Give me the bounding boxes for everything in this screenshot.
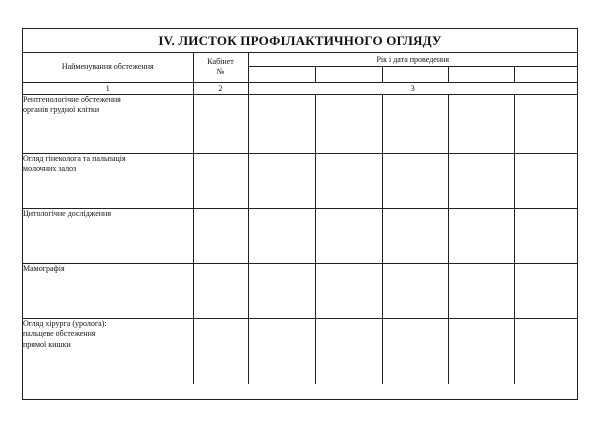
date-cell-gynecology-4[interactable]: [448, 153, 514, 208]
date-cell-mammography-3[interactable]: [382, 263, 448, 318]
column-number-1: 1: [23, 82, 193, 94]
date-cell-surgeon-4[interactable]: [448, 318, 514, 384]
table-header-row-1: [23, 53, 577, 66]
date-cell-cytology-4[interactable]: [448, 208, 514, 263]
date-cell-radiology-4[interactable]: [448, 94, 514, 153]
header-date-col-3[interactable]: [382, 66, 448, 82]
table-row: [23, 94, 577, 153]
page-title: IV. ЛИСТОК ПРОФІЛАКТИЧНОГО ОГЛЯДУ: [158, 32, 442, 48]
header-date-col-2[interactable]: [315, 66, 382, 82]
date-cell-gynecology-5[interactable]: [514, 153, 577, 208]
date-cell-cytology-2[interactable]: [315, 208, 382, 263]
date-cell-surgeon-1[interactable]: [248, 318, 315, 384]
cabinet-cell-cytology[interactable]: [193, 208, 248, 263]
header-date-col-4[interactable]: [448, 66, 514, 82]
table-row: [23, 318, 577, 384]
header-date-col-5[interactable]: [514, 66, 577, 82]
examination-table: [23, 53, 577, 384]
exam-label-radiology: Рентгенологічне обстеження органів грудної клітки: [23, 94, 193, 153]
header-date-col-1[interactable]: [248, 66, 315, 82]
table-row: [23, 263, 577, 318]
date-cell-surgeon-2[interactable]: [315, 318, 382, 384]
form-title-row: [23, 29, 577, 53]
date-cell-gynecology-2[interactable]: [315, 153, 382, 208]
form-sheet: [22, 28, 578, 400]
exam-label-mammography: Мамографія: [23, 263, 193, 318]
column-number-2: 2: [193, 82, 248, 94]
date-cell-cytology-3[interactable]: [382, 208, 448, 263]
exam-label-gynecology: Огляд гінеколога та пальпація молочних залоз: [23, 153, 193, 208]
date-cell-mammography-4[interactable]: [448, 263, 514, 318]
date-cell-mammography-2[interactable]: [315, 263, 382, 318]
header-exam-name: Найменування обстеження: [23, 53, 193, 82]
cabinet-cell-surgeon[interactable]: [193, 318, 248, 384]
date-cell-mammography-1[interactable]: [248, 263, 315, 318]
date-cell-surgeon-5[interactable]: [514, 318, 577, 384]
date-cell-cytology-5[interactable]: [514, 208, 577, 263]
date-cell-radiology-2[interactable]: [315, 94, 382, 153]
form-table-wrapper: [23, 53, 577, 399]
table-column-numbers-row: [23, 82, 577, 94]
table-row: [23, 208, 577, 263]
date-cell-gynecology-1[interactable]: [248, 153, 315, 208]
exam-label-surgeon: Огляд хірурга (уролога): пальцеве обстеження прямої кишки: [23, 318, 193, 384]
cabinet-cell-radiology[interactable]: [193, 94, 248, 153]
header-cabinet-line2: №: [216, 67, 225, 77]
date-cell-radiology-5[interactable]: [514, 94, 577, 153]
date-cell-radiology-3[interactable]: [382, 94, 448, 153]
table-row: [23, 153, 577, 208]
date-cell-mammography-5[interactable]: [514, 263, 577, 318]
header-year-date: Рік і дата проведення: [248, 53, 577, 66]
date-cell-cytology-1[interactable]: [248, 208, 315, 263]
cabinet-cell-mammography[interactable]: [193, 263, 248, 318]
date-cell-surgeon-3[interactable]: [382, 318, 448, 384]
header-cabinet: [193, 53, 248, 82]
date-cell-gynecology-3[interactable]: [382, 153, 448, 208]
exam-label-cytology: Цитологічне дослідження: [23, 208, 193, 263]
cabinet-cell-gynecology[interactable]: [193, 153, 248, 208]
column-number-3: 3: [248, 82, 577, 94]
header-cabinet-line1: Кабінет: [207, 57, 234, 67]
date-cell-radiology-1[interactable]: [248, 94, 315, 153]
